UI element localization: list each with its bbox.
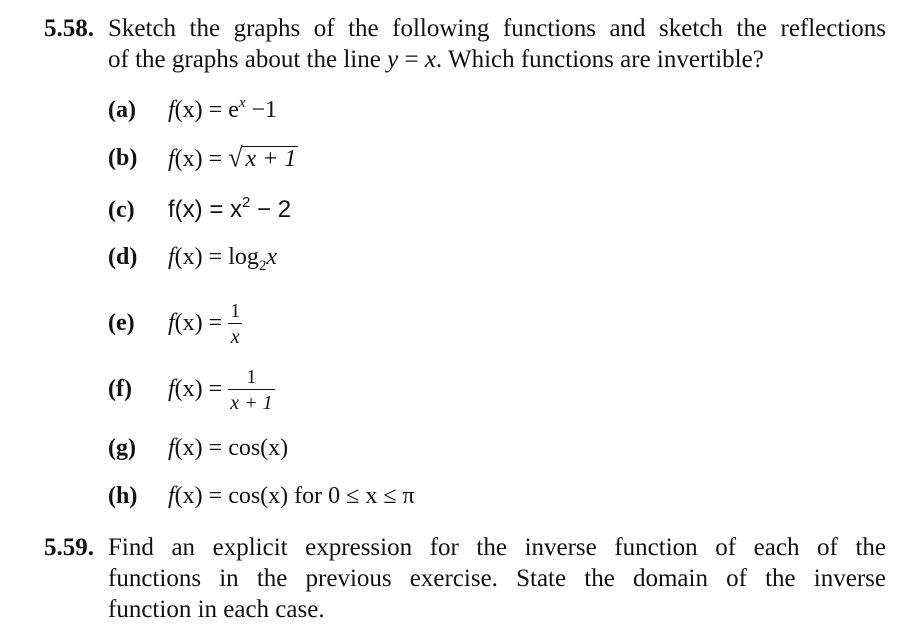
prompt-text: . Which functions are invertible? — [435, 46, 764, 73]
expr-text: (x) = — [174, 146, 229, 172]
func-name: f — [168, 97, 175, 123]
item-expression — [168, 428, 288, 468]
fraction — [228, 367, 274, 413]
superscript: 2 — [242, 194, 251, 211]
item-expression — [168, 190, 291, 233]
item-label: (d) — [108, 244, 138, 270]
var-y: y — [387, 46, 399, 73]
item-label: (a) — [108, 97, 136, 123]
expr-text: − 2 — [250, 196, 292, 223]
prompt-line-1: Find an explicit expression for the inverse function of each of the — [108, 534, 886, 561]
item-label: (g) — [108, 435, 136, 461]
expr-text: −1 — [245, 97, 278, 123]
sqrt — [228, 138, 298, 179]
fraction — [228, 301, 242, 347]
prompt-text: of the graphs about the line — [108, 46, 388, 73]
radicand: x + 1 — [242, 146, 298, 171]
superscript: x — [238, 95, 246, 111]
denominator: x — [230, 326, 240, 349]
item-expression — [168, 90, 277, 133]
item-label: (e) — [108, 310, 135, 336]
exercise-number: 5.59. — [44, 534, 94, 561]
item-label: (c) — [108, 197, 135, 223]
exercise-number: 5.58. — [44, 15, 94, 42]
var-x: x — [424, 46, 436, 73]
func-name: f — [168, 196, 175, 223]
expr-text: (x) = — [174, 310, 229, 336]
prompt-line-1: Sketch the graphs of the following functions and sketch the reflections — [108, 15, 886, 42]
prompt-line-2: functions in the previous exercise. State the domain of the inverse — [108, 565, 886, 592]
numerator: 1 — [228, 367, 274, 390]
denominator: x + 1 — [230, 392, 273, 415]
expr-text: (x) = — [174, 376, 229, 402]
exercise-5-58 — [44, 13, 884, 83]
item-expression — [168, 476, 415, 516]
expr-text: (x) = log — [174, 244, 259, 270]
expr-text: (x) = x — [174, 196, 243, 223]
expr-text: (x) = cos(x) — [174, 435, 289, 461]
exercise-5-59 — [44, 532, 884, 625]
func-name: f — [168, 435, 175, 461]
item-expression — [168, 364, 275, 414]
subscript: 2 — [258, 258, 267, 274]
item-expression — [168, 298, 242, 348]
item-label: (f) — [108, 376, 132, 402]
item-expression — [168, 237, 277, 280]
item-label: (b) — [108, 145, 138, 171]
func-name: f — [168, 376, 175, 402]
expr-text: (x) = cos(x) for 0 ≤ x ≤ π — [174, 483, 415, 509]
func-name: f — [168, 146, 175, 172]
expr-text: x — [266, 244, 278, 270]
item-expression — [168, 138, 298, 179]
prompt-line-3: function in each case. — [108, 596, 325, 623]
func-name: f — [168, 483, 175, 509]
exercise-prompt — [108, 13, 886, 75]
item-label: (h) — [108, 483, 138, 509]
expr-text: (x) = e — [174, 97, 239, 123]
func-name: f — [168, 244, 175, 270]
prompt-line-2 — [108, 44, 886, 75]
exercise-prompt — [108, 532, 886, 625]
equals: = — [398, 46, 425, 73]
numerator: 1 — [230, 300, 241, 323]
func-name: f — [168, 310, 175, 336]
sqrt-symbol: √ — [228, 142, 243, 173]
